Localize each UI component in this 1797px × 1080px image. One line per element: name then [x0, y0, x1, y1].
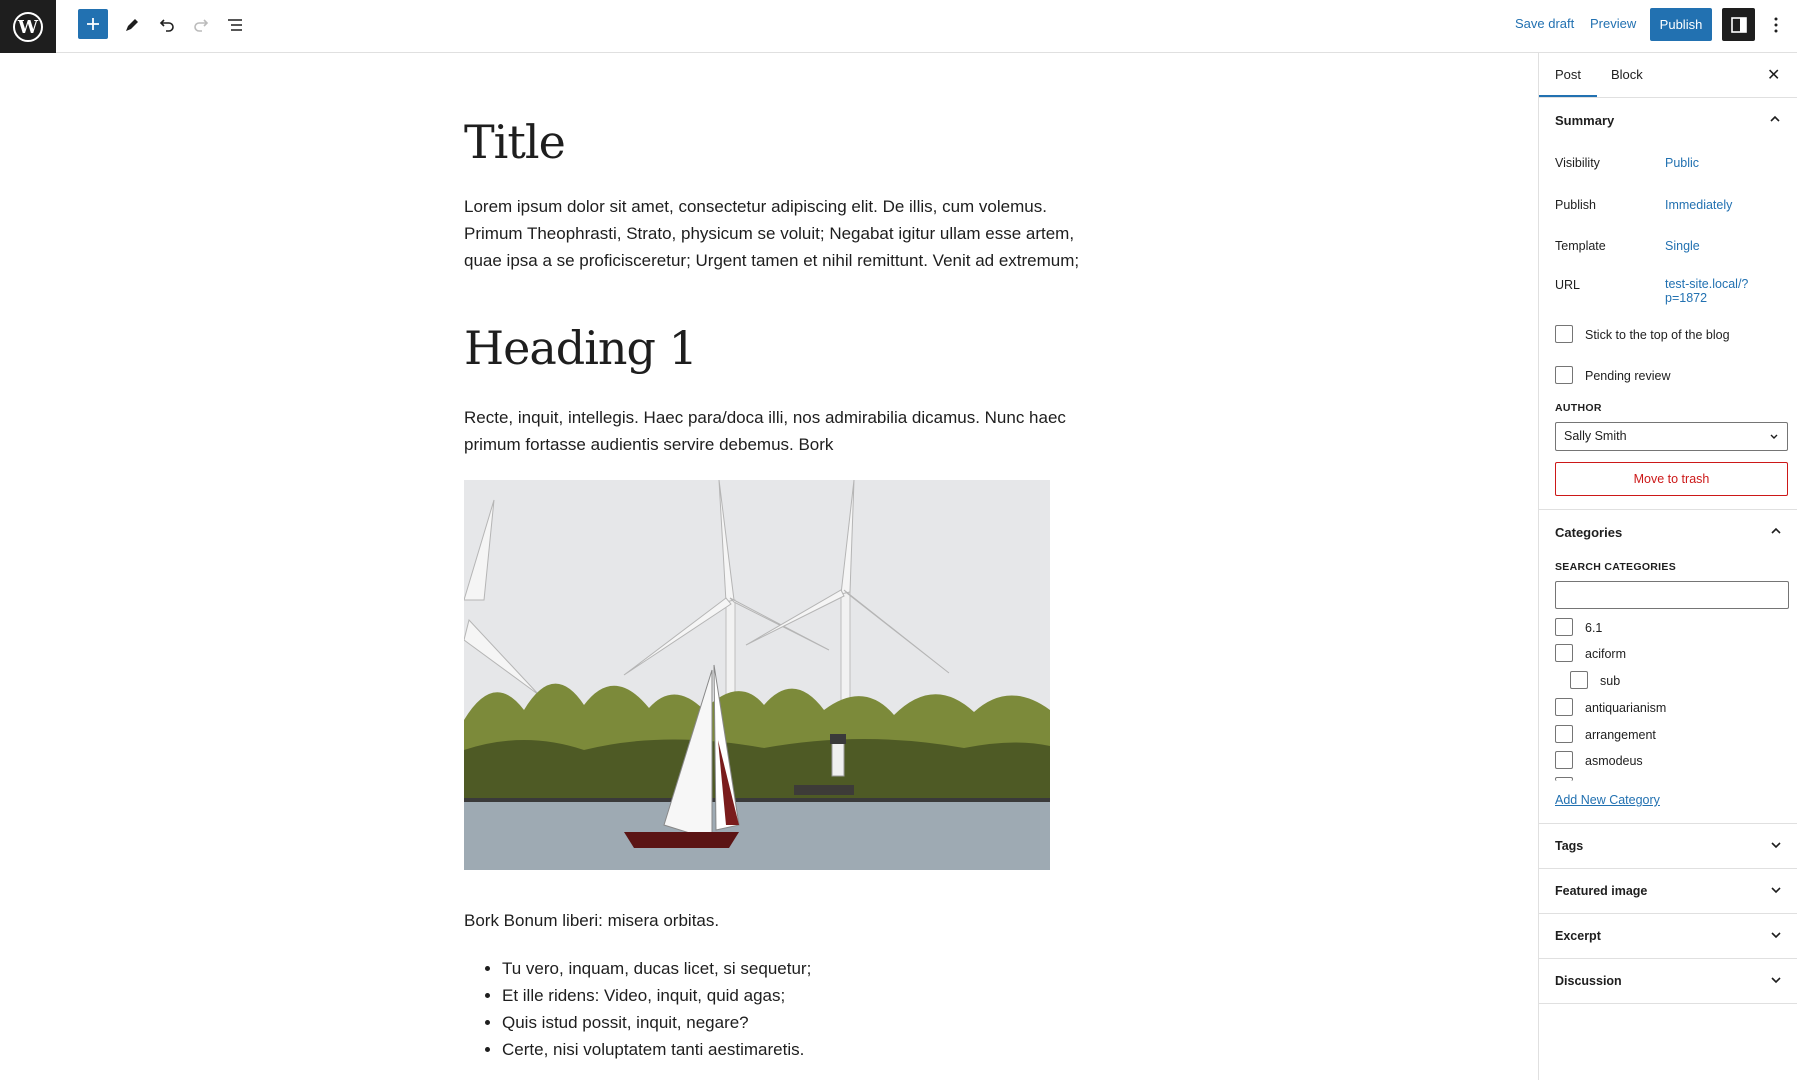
category-label: sub — [1600, 674, 1621, 688]
summary-panel-header[interactable] — [1539, 98, 1797, 142]
chevron-up-icon — [1769, 113, 1781, 125]
categories-panel-title: Categories — [1555, 525, 1623, 540]
excerpt-panel-header[interactable] — [1539, 914, 1797, 958]
search-categories-heading: SEARCH CATEGORIES — [1555, 561, 1676, 573]
author-select[interactable] — [1555, 422, 1788, 451]
featured-image-panel-title: Featured image — [1555, 884, 1648, 898]
visibility-label: Visibility — [1555, 156, 1600, 170]
list-item: • Quis istud possit, inquit, negare? — [502, 1009, 811, 1036]
settings-sidebar-toggle-icon[interactable] — [1722, 8, 1755, 41]
move-to-trash-button[interactable]: Move to trash — [1555, 462, 1788, 496]
chevron-down-icon — [1770, 929, 1782, 941]
featured-image-panel-header[interactable] — [1539, 869, 1797, 913]
heading-block[interactable]: Heading 1 — [464, 321, 697, 375]
save-draft-button[interactable]: Save draft — [1515, 16, 1575, 31]
settings-sidebar — [1538, 53, 1797, 1080]
add-block-button[interactable] — [78, 9, 108, 39]
pending-review-checkbox[interactable] — [1555, 366, 1573, 384]
list-item: • Tu vero, inquam, ducas licet, si sequetur; — [502, 955, 811, 982]
undo-icon[interactable] — [151, 9, 183, 41]
category-label: asmodeus — [1585, 754, 1643, 768]
discussion-panel-title: Discussion — [1555, 974, 1622, 988]
redo-icon[interactable] — [185, 9, 217, 41]
category-checkbox[interactable] — [1555, 644, 1573, 662]
category-checkbox[interactable] — [1570, 671, 1588, 689]
close-icon[interactable]: ✕ — [1767, 67, 1781, 84]
category-checkbox[interactable] — [1555, 618, 1573, 636]
categories-panel-header[interactable] — [1539, 510, 1797, 554]
summary-panel-title: Summary — [1555, 113, 1615, 128]
category-checkbox-partial[interactable] — [1555, 777, 1573, 781]
tags-panel-header[interactable] — [1539, 824, 1797, 868]
search-categories-input[interactable] — [1555, 581, 1789, 609]
url-value[interactable] — [1665, 277, 1748, 305]
category-checkbox[interactable] — [1555, 751, 1573, 769]
chevron-down-icon — [1770, 884, 1782, 896]
chevron-down-icon — [1770, 839, 1782, 851]
url-label: URL — [1555, 278, 1581, 292]
discussion-panel-header[interactable] — [1539, 959, 1797, 1003]
paragraph-block[interactable]: Bork Bonum liberi: misera orbitas. — [464, 911, 720, 930]
wordpress-logo-icon[interactable] — [0, 0, 56, 53]
category-label: arrangement — [1585, 728, 1656, 742]
sidebar-tabs — [1539, 53, 1797, 98]
category-label: 6.1 — [1585, 621, 1603, 635]
editor-canvas — [0, 53, 1538, 1080]
publish-button[interactable]: Publish — [1650, 8, 1712, 41]
panel-divider — [1539, 1003, 1797, 1004]
document-overview-icon[interactable] — [219, 9, 251, 41]
author-heading: AUTHOR — [1555, 402, 1602, 414]
tags-panel-title: Tags — [1555, 839, 1584, 853]
list-block[interactable] — [502, 955, 811, 1063]
chevron-down-icon — [1769, 432, 1779, 442]
paragraph-block[interactable]: Lorem ipsum dolor sit amet, consectetur adipiscing elit. De illis, cum volemus. Primum Theophrasti, Strato, physicum se voluit; Negabat igitur ullam esse artem, quae ipsa a se proficisceretur; Urgent tamen et nihil remittunt. Venit ad extremum; — [464, 197, 1080, 270]
url-value-line2: p=1872 — [1665, 291, 1708, 305]
template-value[interactable]: Single — [1665, 239, 1700, 253]
template-label: Template — [1555, 239, 1606, 253]
chevron-up-icon — [1770, 525, 1782, 537]
svg-text:W: W — [17, 16, 39, 38]
excerpt-panel-title: Excerpt — [1555, 929, 1601, 943]
add-new-category-link[interactable]: Add New Category — [1555, 793, 1660, 807]
author-select-value: Sally Smith — [1564, 429, 1627, 443]
sticky-label: Stick to the top of the blog — [1585, 328, 1730, 342]
pending-review-label: Pending review — [1585, 369, 1671, 383]
category-checkbox[interactable] — [1555, 698, 1573, 716]
image-block-sailboat-wind-turbines[interactable] — [464, 480, 1050, 870]
url-value-line1: test-site.local/? — [1665, 277, 1749, 291]
sticky-checkbox[interactable] — [1555, 325, 1573, 343]
tab-block[interactable]: Block — [1611, 67, 1643, 82]
top-toolbar — [0, 0, 1797, 53]
category-label: antiquarianism — [1585, 701, 1667, 715]
chevron-down-icon — [1770, 974, 1782, 986]
preview-button[interactable]: Preview — [1590, 16, 1637, 31]
publish-label: Publish — [1555, 198, 1596, 212]
category-checkbox[interactable] — [1555, 725, 1573, 743]
post-title[interactable]: Title — [464, 115, 565, 169]
list-item: • Et ille ridens: Video, inquit, quid agas; — [502, 982, 811, 1009]
paragraph-block[interactable]: Recte, inquit, intellegis. Haec para/doca illi, nos admirabilia dicamus. Nunc haec primum fortasse audientis servire debemus. Bork — [464, 408, 1066, 454]
tools-pencil-icon[interactable] — [116, 9, 148, 41]
visibility-value[interactable]: Public — [1665, 156, 1700, 170]
list-item: • Certe, nisi voluptatem tanti aestimaretis. — [502, 1036, 811, 1063]
tab-post[interactable]: Post — [1555, 67, 1582, 82]
category-label: aciform — [1585, 647, 1626, 661]
more-options-icon[interactable] — [1764, 8, 1788, 41]
publish-value[interactable]: Immediately — [1665, 198, 1733, 212]
